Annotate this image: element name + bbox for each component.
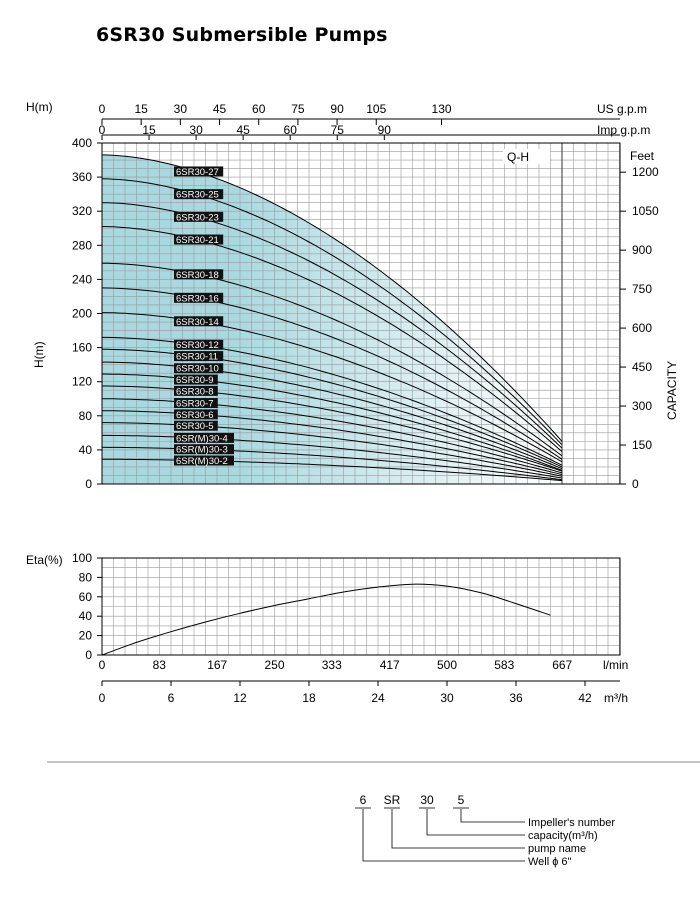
model-code-legend xyxy=(355,793,615,868)
eta-curve xyxy=(102,584,551,655)
m3h-tick-label: 0 xyxy=(98,691,106,705)
top-us-tick-label: 30 xyxy=(173,102,188,116)
series-label: 6SR30-12 xyxy=(176,340,219,352)
top-imp-tick-label: 15 xyxy=(142,123,156,137)
m3h-tick-label: 24 xyxy=(371,691,385,705)
right-axis-unit: Feet xyxy=(630,149,655,163)
code-description: Well ɸ 6" xyxy=(528,856,572,868)
right-tick-label: 150 xyxy=(632,438,653,453)
top-us-unit: US g.p.m xyxy=(597,102,648,116)
series-label: 6SR(M)30-3 xyxy=(176,444,228,456)
top-imp-tick-label: 45 xyxy=(236,123,250,137)
lmin-tick-label: 83 xyxy=(152,658,166,672)
top-us-tick-label: 105 xyxy=(366,102,387,116)
eta-y-tick-label: 20 xyxy=(78,628,92,643)
eta-grid xyxy=(102,558,620,655)
y-tick-label: 160 xyxy=(71,340,92,355)
series-label: 6SR30-21 xyxy=(176,235,219,247)
eta-y-tick-label: 40 xyxy=(78,609,92,624)
m3h-tick-label: 18 xyxy=(302,691,316,705)
series-label: 6SR30-23 xyxy=(176,212,219,224)
qh-chart xyxy=(26,100,679,491)
m3h-tick-label: 6 xyxy=(167,691,175,705)
eta-axis-label: Eta(%) xyxy=(26,553,63,567)
top-us-tick-label: 15 xyxy=(134,102,148,116)
lmin-tick-label: 0 xyxy=(98,658,106,672)
m3h-unit: m³/h xyxy=(604,691,628,705)
right-tick-label: 600 xyxy=(632,321,653,336)
top-imp-tick-label: 60 xyxy=(283,123,297,137)
top-us-tick-label: 90 xyxy=(330,102,344,116)
top-us-tick-label: 60 xyxy=(252,102,266,116)
code-description: capacity(m³/h) xyxy=(528,830,598,842)
lmin-unit: l/min xyxy=(603,658,629,672)
code-part: SR xyxy=(383,793,401,807)
series-label: 6SR30-9 xyxy=(176,375,214,387)
lmin-tick-label: 167 xyxy=(207,658,228,672)
code-part: 5 xyxy=(457,793,465,807)
series-label: 6SR30-7 xyxy=(176,398,214,410)
top-imp-unit: Imp g.p.m xyxy=(597,123,651,137)
lmin-tick-label: 583 xyxy=(494,658,515,672)
y-tick-label: 360 xyxy=(71,170,92,185)
curve-name-label: Q-H xyxy=(507,150,529,164)
series-label: 6SR30-5 xyxy=(176,421,214,433)
top-us-tick-label: 75 xyxy=(291,102,305,116)
code-part: 6 xyxy=(359,793,367,807)
code-description: pump name xyxy=(528,843,587,855)
m3h-tick-label: 12 xyxy=(233,691,247,705)
top-imp-tick-label: 90 xyxy=(377,123,391,137)
code-description: Impeller's number xyxy=(528,817,616,829)
series-label: 6SR30-6 xyxy=(176,409,214,421)
right-tick-label: 900 xyxy=(632,243,653,258)
eta-y-tick-label: 100 xyxy=(71,551,92,565)
lmin-tick-label: 250 xyxy=(264,658,285,672)
top-us-tick-label: 130 xyxy=(431,102,452,116)
y-tick-label: 400 xyxy=(71,136,92,150)
right-axis-label: CAPACITY xyxy=(665,360,679,420)
right-tick-label: 300 xyxy=(632,399,653,414)
series-label: 6SR30-11 xyxy=(176,351,219,363)
series-label: 6SR(M)30-4 xyxy=(176,433,228,445)
code-leader-line xyxy=(461,809,525,822)
series-label: 6SR30-16 xyxy=(176,293,219,305)
code-leader-line xyxy=(392,809,525,848)
y-tick-label: 280 xyxy=(71,238,92,253)
m3h-tick-label: 42 xyxy=(578,691,592,705)
series-label: 6SR(M)30-2 xyxy=(176,456,228,468)
lmin-tick-label: 333 xyxy=(321,658,342,672)
y-tick-label: 80 xyxy=(78,408,92,423)
top-imp-tick-label: 0 xyxy=(98,123,106,137)
right-tick-label: 1200 xyxy=(632,165,659,180)
y-axis-title-top: H(m) xyxy=(26,100,53,114)
series-label: 6SR30-25 xyxy=(176,189,219,201)
right-tick-label: 0 xyxy=(632,477,639,491)
series-label: 6SR30-8 xyxy=(176,386,214,398)
y-axis-label: H(m) xyxy=(32,341,46,368)
eta-y-tick-label: 80 xyxy=(78,570,92,585)
top-imp-tick-label: 30 xyxy=(189,123,203,137)
code-part: 30 xyxy=(420,793,434,807)
series-label: 6SR30-18 xyxy=(176,269,219,281)
right-tick-label: 450 xyxy=(632,360,653,375)
m3h-tick-label: 30 xyxy=(440,691,454,705)
right-tick-label: 1050 xyxy=(632,204,659,219)
lmin-tick-label: 500 xyxy=(436,658,458,672)
eta-y-tick-label: 0 xyxy=(85,648,92,662)
y-tick-label: 40 xyxy=(78,442,92,457)
lmin-tick-label: 667 xyxy=(552,658,573,672)
y-tick-label: 120 xyxy=(71,374,92,389)
y-tick-label: 200 xyxy=(71,306,92,321)
lmin-tick-label: 417 xyxy=(379,658,400,672)
top-imp-tick-label: 75 xyxy=(330,123,344,137)
top-us-tick-label: 45 xyxy=(212,102,227,116)
series-label: 6SR30-10 xyxy=(176,363,219,375)
series-label: 6SR30-27 xyxy=(176,166,219,178)
top-us-tick-label: 0 xyxy=(98,102,106,116)
m3h-tick-label: 36 xyxy=(509,691,523,705)
page-title: 6SR30 Submersible Pumps xyxy=(96,24,388,46)
series-label: 6SR30-14 xyxy=(176,316,219,328)
eta-chart xyxy=(26,551,628,705)
y-tick-label: 240 xyxy=(71,272,92,287)
eta-y-tick-label: 60 xyxy=(78,589,92,604)
y-tick-label: 320 xyxy=(71,204,92,219)
right-tick-label: 750 xyxy=(632,282,653,297)
y-tick-label: 0 xyxy=(85,477,92,491)
